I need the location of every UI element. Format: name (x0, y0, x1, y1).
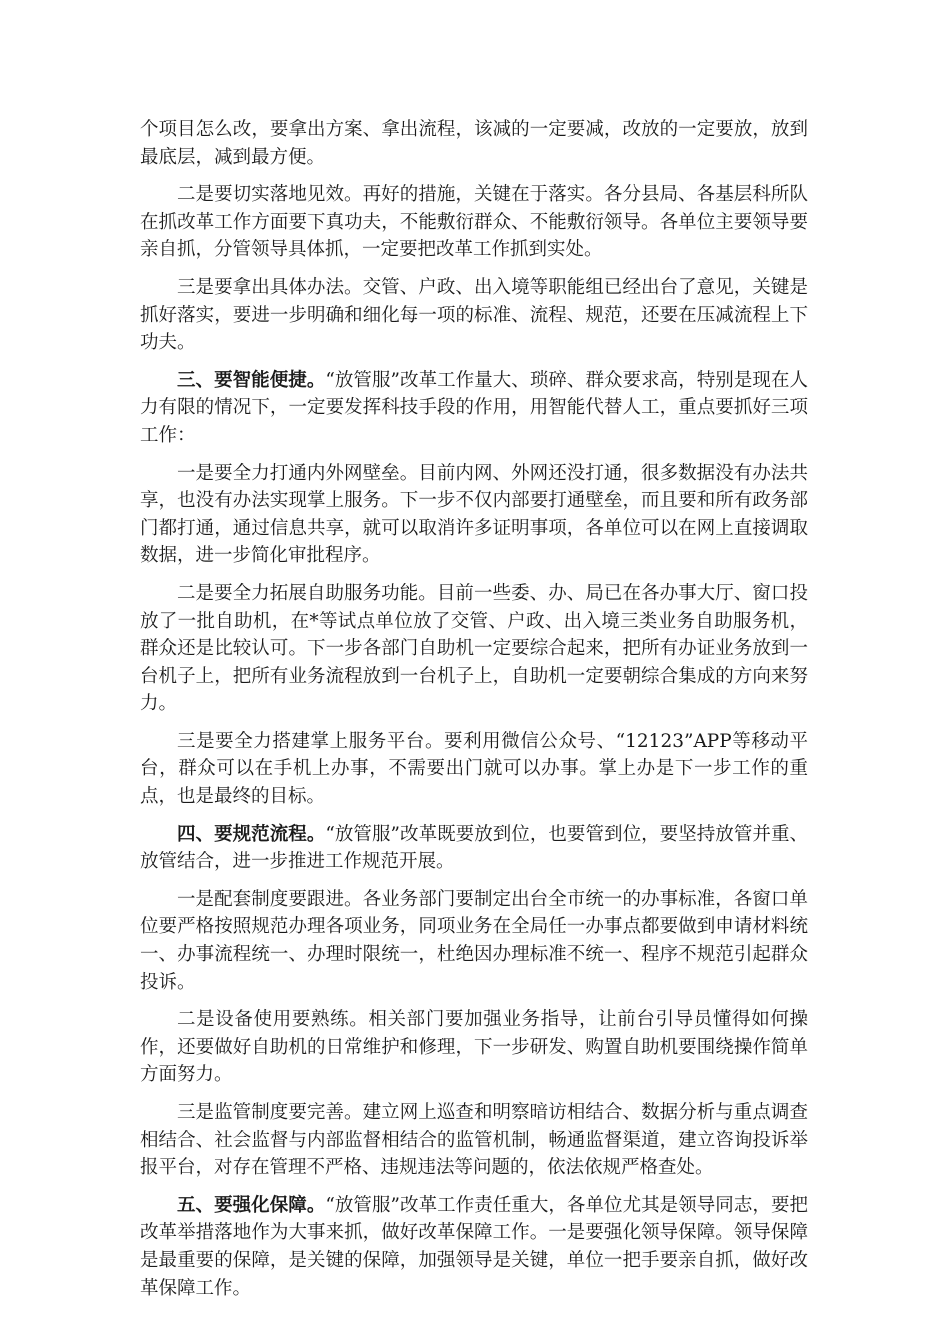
section-paragraph (140, 1192, 808, 1302)
paragraph-text: 三是要全力搭建掌上服务平台。要利用微信公众号、“12123”APP等移动平台，群众可以在手机上办事，不需要出门就可以办事。掌上办是下一步工作的重点，也是最终的目标。 (140, 730, 808, 808)
paragraph-continuation (140, 116, 808, 171)
paragraph-text: 一是要全力打通内外网壁垒。目前内网、外网还没打通，很多数据没有办法共享，也没有办法实现掌上服务。下一步不仅内部要打通壁垒，而且要和所有政务部门都打通，通过信息共享，就可以取消许多证明事项，各单位可以在网上直接调取数据，进一步简化审批程序。 (140, 462, 808, 567)
paragraph-text: 三是要拿出具体办法。交管、户政、出入境等职能组已经出台了意见，关键是抓好落实，要进一步明确和细化每一项的标准、流程、规范，还要在压减流程上下功夫。 (140, 276, 808, 354)
section-paragraph (140, 367, 808, 450)
paragraph (140, 1099, 808, 1182)
paragraph-text: 一是配套制度要跟进。各业务部门要制定出台全市统一的办事标准，各窗口单位要严格按照规范办理各项业务，同项业务在全局任一办事点都要做到申请材料统一、办事流程统一、办理时限统一，杜绝因办理标准不统一、程序不规范引起群众投诉。 (140, 888, 808, 993)
paragraph (140, 1006, 808, 1089)
paragraph-text: 二是要全力拓展自助服务功能。目前一些委、办、局已在各办事大厅、窗口投放了一批自助机，在*等试点单位放了交管、户政、出入境三类业务自助服务机，群众还是比较认可。下一步各部门自助机一定要综合起来，把所有办证业务放到一台机子上，把所有业务流程放到一台机子上，自助机一定要朝综合集成的方向来努力。 (140, 582, 808, 715)
paragraph-text: “放管服”改革工作量大、琐碎、群众要求高，特别是现在人力有限的情况下，一定要发挥科技手段的作用，用智能代替人工，重点要抓好三项工作： (140, 369, 808, 446)
paragraph-text: 二是设备使用要熟练。相关部门要加强业务指导，让前台引导员懂得如何操作，还要做好自助机的日常维护和修理，下一步研发、购置自助机要围绕操作简单方面努力。 (140, 1009, 808, 1086)
section-heading: 五、要强化保障。 (177, 1194, 326, 1216)
section-heading: 三、要智能便捷。 (177, 369, 326, 391)
paragraph (140, 274, 808, 357)
paragraph-text: “放管服”改革既要放到位，也要管到位，要坚持放管并重、放管结合，进一步推进工作规范开展。 (140, 823, 808, 873)
paragraph (140, 460, 808, 570)
paragraph (140, 886, 808, 996)
section-heading: 四、要规范流程。 (177, 823, 326, 845)
section-paragraph (140, 821, 808, 876)
paragraph-text: 三是监管制度要完善。建立网上巡查和明察暗访相结合、数据分析与重点调查相结合、社会监督与内部监督相结合的监管机制，畅通监督渠道，建立咨询投诉举报平台，对存在管理不严格、违规违法等问题的，依法依规严格查处。 (140, 1102, 808, 1179)
paragraph (140, 728, 808, 811)
paragraph (140, 181, 808, 264)
paragraph-text: 个项目怎么改，要拿出方案、拿出流程，该减的一定要减，改放的一定要放，放到最底层，减到最方便。 (140, 119, 808, 168)
paragraph-text: “放管服”改革工作责任重大，各单位尤其是领导同志，要把改革举措落地作为大事来抓，做好改革保障工作。一是要强化领导保障。领导保障是最重要的保障，是关键的保障，加强领导是关键，单位一把手要亲自抓，做好改革保障工作。 (140, 1194, 808, 1299)
document-body (140, 116, 808, 1312)
paragraph (140, 580, 808, 718)
paragraph-text: 二是要切实落地见效。再好的措施，关键在于落实。各分县局、各基层科所队在抓改革工作方面要下真功夫，不能敷衍群众、不能敷衍领导。各单位主要领导要亲自抓，分管领导具体抓，一定要把改革工作抓到实处。 (140, 184, 808, 261)
